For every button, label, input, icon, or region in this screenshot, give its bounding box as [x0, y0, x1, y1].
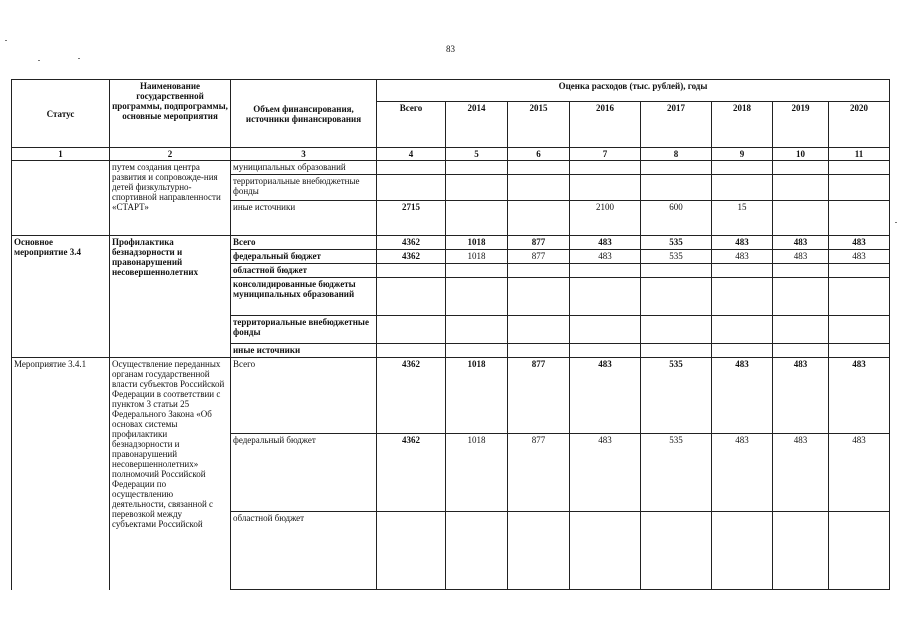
header-year: 2017	[641, 102, 712, 148]
value-cell	[641, 175, 712, 201]
value-cell: 4362	[377, 236, 446, 250]
value-cell	[773, 201, 829, 236]
value-cell: 483	[829, 358, 890, 434]
status-cell: Мероприятие 3.4.1	[12, 358, 110, 590]
funding-source: областной бюджет	[231, 264, 377, 278]
value-cell: 4362	[377, 434, 446, 512]
value-cell	[446, 512, 508, 590]
value-cell: 877	[508, 250, 570, 264]
value-cell	[641, 344, 712, 358]
funding-source: Всего	[231, 358, 377, 434]
value-cell	[829, 201, 890, 236]
value-cell	[508, 201, 570, 236]
value-cell: 483	[712, 250, 773, 264]
value-cell	[508, 344, 570, 358]
value-cell: 1018	[446, 236, 508, 250]
value-cell: 877	[508, 236, 570, 250]
funding-source: федеральный бюджет	[231, 250, 377, 264]
value-cell: 877	[508, 358, 570, 434]
value-cell	[446, 264, 508, 278]
scan-speck	[5, 40, 7, 41]
value-cell: 535	[641, 434, 712, 512]
value-cell	[570, 264, 641, 278]
header-status: Статус	[12, 80, 110, 148]
funding-source: иные источники	[231, 201, 377, 236]
value-cell: 1018	[446, 434, 508, 512]
header-funding-source: Объем финансирования, источники финансирования	[231, 80, 377, 148]
value-cell	[712, 175, 773, 201]
value-cell	[641, 264, 712, 278]
value-cell	[641, 278, 712, 316]
value-cell	[377, 278, 446, 316]
header-year: 2018	[712, 102, 773, 148]
value-cell: 877	[508, 434, 570, 512]
value-cell	[712, 316, 773, 344]
value-cell: 483	[712, 236, 773, 250]
header-year: 2019	[773, 102, 829, 148]
column-index: 8	[641, 148, 712, 161]
value-cell	[508, 512, 570, 590]
header-year: 2015	[508, 102, 570, 148]
column-index: 4	[377, 148, 446, 161]
scan-speck	[78, 58, 80, 59]
value-cell	[712, 161, 773, 175]
value-cell	[570, 175, 641, 201]
funding-source: федеральный бюджет	[231, 434, 377, 512]
value-cell	[446, 278, 508, 316]
value-cell	[829, 512, 890, 590]
column-index: 1	[12, 148, 110, 161]
value-cell: 4362	[377, 358, 446, 434]
value-cell	[712, 512, 773, 590]
value-cell	[773, 512, 829, 590]
value-cell: 483	[570, 434, 641, 512]
value-cell: 483	[570, 358, 641, 434]
value-cell	[829, 161, 890, 175]
value-cell	[773, 264, 829, 278]
funding-source: иные источники	[231, 344, 377, 358]
value-cell: 2100	[570, 201, 641, 236]
value-cell: 1018	[446, 358, 508, 434]
value-cell: 483	[712, 358, 773, 434]
value-cell	[446, 201, 508, 236]
value-cell	[377, 264, 446, 278]
column-index: 6	[508, 148, 570, 161]
value-cell	[446, 175, 508, 201]
value-cell: 1018	[446, 250, 508, 264]
value-cell: 483	[570, 236, 641, 250]
value-cell	[508, 316, 570, 344]
column-index: 7	[570, 148, 641, 161]
value-cell	[508, 264, 570, 278]
funding-source: муниципальных образований	[231, 161, 377, 175]
header-year: 2016	[570, 102, 641, 148]
value-cell	[446, 161, 508, 175]
value-cell: 483	[829, 434, 890, 512]
value-cell	[570, 161, 641, 175]
value-cell: 483	[773, 434, 829, 512]
column-index: 10	[773, 148, 829, 161]
value-cell: 600	[641, 201, 712, 236]
value-cell	[829, 278, 890, 316]
status-cell: Основное мероприятие 3.4	[12, 236, 110, 358]
value-cell: 4362	[377, 250, 446, 264]
value-cell	[508, 278, 570, 316]
value-cell	[377, 344, 446, 358]
column-index: 11	[829, 148, 890, 161]
value-cell: 535	[641, 236, 712, 250]
program-name: Осуществление переданных органам государственной власти субъектов Российской Федерации в соответствии с пунктом 3 статьи 25 Федерального Закона «Об основах системы профилактики безнадзорности и правонарушений несовершеннолетних» полномочий Российской Федерации по осуществлению деятельности, связанной с перевозкой между субъектами Российской	[110, 358, 231, 590]
value-cell: 2715	[377, 201, 446, 236]
value-cell	[508, 175, 570, 201]
value-cell: 535	[641, 358, 712, 434]
column-index: 3	[231, 148, 377, 161]
value-cell	[773, 175, 829, 201]
value-cell	[641, 512, 712, 590]
value-cell	[446, 316, 508, 344]
column-index: 9	[712, 148, 773, 161]
value-cell	[773, 161, 829, 175]
program-name: путем создания центра развития и сопровожде-ния детей физкультурно-спортивной направленности «СТАРТ»	[110, 161, 231, 236]
value-cell	[773, 316, 829, 344]
header-expense-estimate: Оценка расходов (тыс. рублей), годы	[377, 80, 890, 102]
page-number: 83	[446, 44, 455, 54]
header-total: Всего	[377, 102, 446, 148]
value-cell	[508, 161, 570, 175]
value-cell	[829, 264, 890, 278]
value-cell: 535	[641, 250, 712, 264]
value-cell	[641, 316, 712, 344]
value-cell: 483	[570, 250, 641, 264]
value-cell	[570, 316, 641, 344]
funding-source: территориальные внебюджетные фонды	[231, 316, 377, 344]
value-cell	[570, 344, 641, 358]
column-index: 2	[110, 148, 231, 161]
scan-speck	[38, 60, 40, 61]
header-year: 2020	[829, 102, 890, 148]
value-cell	[446, 344, 508, 358]
program-name: Профилактика безнадзорности и правонарушений несовершеннолетних	[110, 236, 231, 358]
header-program-name: Наименование государственной программы, подпрограммы, основные мероприятия	[110, 80, 231, 148]
column-index: 5	[446, 148, 508, 161]
funding-source: Всего	[231, 236, 377, 250]
value-cell	[377, 161, 446, 175]
value-cell: 483	[829, 236, 890, 250]
value-cell	[641, 161, 712, 175]
value-cell	[712, 278, 773, 316]
value-cell: 483	[712, 434, 773, 512]
value-cell	[712, 264, 773, 278]
funding-source: консолидированные бюджеты муниципальных образований	[231, 278, 377, 316]
value-cell	[570, 278, 641, 316]
value-cell	[829, 175, 890, 201]
funding-source: территориальные внебюджетные фонды	[231, 175, 377, 201]
value-cell	[377, 316, 446, 344]
value-cell: 483	[773, 250, 829, 264]
header-year: 2014	[446, 102, 508, 148]
budget-table	[11, 79, 890, 590]
value-cell	[377, 512, 446, 590]
value-cell: 15	[712, 201, 773, 236]
funding-source: областной бюджет	[231, 512, 377, 590]
value-cell	[712, 344, 773, 358]
value-cell	[377, 175, 446, 201]
value-cell: 483	[773, 236, 829, 250]
value-cell	[829, 316, 890, 344]
value-cell: 483	[829, 250, 890, 264]
value-cell	[570, 512, 641, 590]
scan-speck	[895, 222, 897, 223]
status-cell	[12, 161, 110, 236]
value-cell	[829, 344, 890, 358]
value-cell: 483	[773, 358, 829, 434]
value-cell	[773, 344, 829, 358]
value-cell	[773, 278, 829, 316]
